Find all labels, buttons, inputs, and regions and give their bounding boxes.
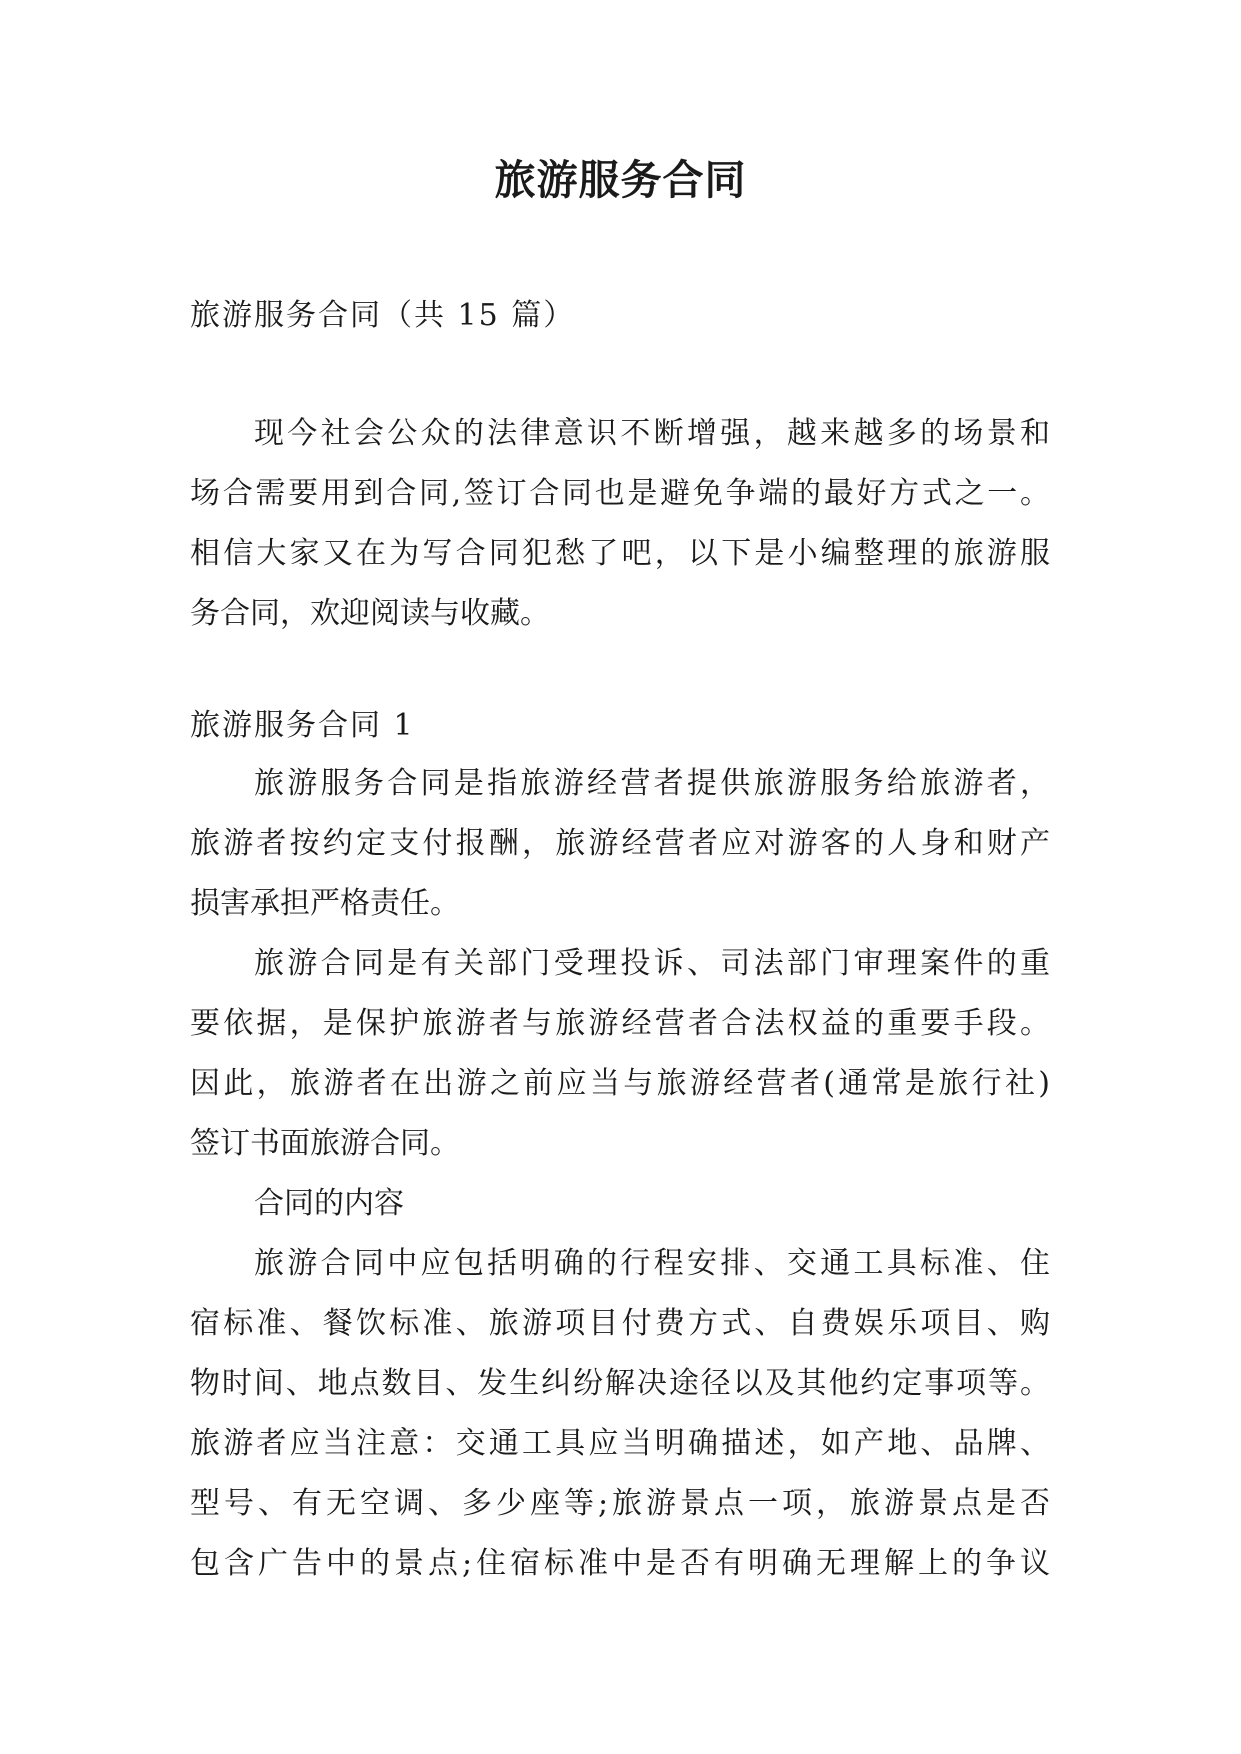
- body-line: 包含广告中的景点;住宿标准中是否有明确无理解上的争议: [190, 1546, 1050, 1581]
- body-line: 物时间、地点数目、发生纠纷解决途径以及其他约定事项等。: [190, 1366, 1050, 1401]
- body-line: 要依据，是保护旅游者与旅游经营者合法权益的重要手段。: [190, 1006, 1050, 1041]
- body-line: 旅游合同是有关部门受理投诉、司法部门审理案件的重: [254, 946, 1050, 981]
- body-line: 旅游服务合同是指旅游经营者提供旅游服务给旅游者，: [254, 766, 1050, 801]
- body-line: 因此，旅游者在出游之前应当与旅游经营者(通常是旅行社): [190, 1066, 1050, 1101]
- subheading-line: 合同的内容: [254, 1186, 404, 1221]
- intro-line: 相信大家又在为写合同犯愁了吧，以下是小编整理的旅游服: [190, 536, 1050, 571]
- body-line: 宿标准、餐饮标准、旅游项目付费方式、自费娱乐项目、购: [190, 1306, 1050, 1341]
- intro-paragraph: [190, 404, 1050, 644]
- intro-line: 务合同，欢迎阅读与收藏。: [190, 596, 550, 631]
- body-line: 旅游者按约定支付报酬，旅游经营者应对游客的人身和财产: [190, 826, 1050, 861]
- body-line: 损害承担严格责任。: [190, 886, 460, 921]
- body-line: 型号、有无空调、多少座等;旅游景点一项，旅游景点是否: [190, 1486, 1050, 1521]
- document-title: 旅游服务合同: [494, 156, 747, 204]
- section-body: [190, 754, 1050, 1594]
- body-line: 旅游者应当注意：交通工具应当明确描述，如产地、品牌、: [190, 1426, 1050, 1461]
- intro-line: 现今社会公众的法律意识不断增强，越来越多的场景和: [254, 416, 1050, 451]
- intro-line: 场合需要用到合同,签订合同也是避免争端的最好方式之一。: [190, 476, 1050, 511]
- document-subtitle: 旅游服务合同（共 15 篇）: [190, 298, 576, 333]
- section-heading: 旅游服务合同 1: [190, 708, 415, 743]
- body-line: 旅游合同中应包括明确的行程安排、交通工具标准、住: [254, 1246, 1050, 1281]
- body-line: 签订书面旅游合同。: [190, 1126, 460, 1161]
